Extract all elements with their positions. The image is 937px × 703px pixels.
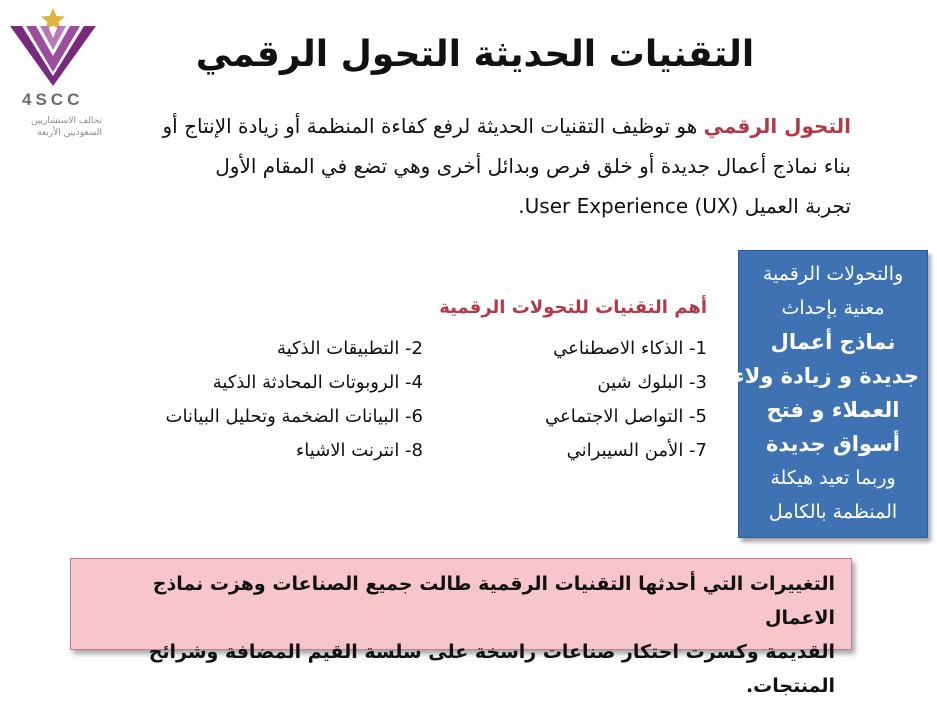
tech-item-6: 6- البيانات الضخمة وتحليل البيانات (165, 406, 423, 427)
sidebox-line-2: معنية بإحداث (781, 297, 885, 319)
sidebox-line-6: أسواق جديدة (766, 432, 900, 456)
intro-term: التحول الرقمي (703, 114, 851, 138)
sidebox-line-5: العملاء و فتح (766, 398, 900, 422)
intro-line-3: تجربة العميل (User Experience (UX. (518, 194, 851, 218)
logo-subtitle-line1: تحالف الاستشاريين (30, 116, 102, 126)
tech-item-4: 4- الروبوتات المحادثة الذكية (212, 372, 423, 393)
tech-item-8: 8- انترنت الاشياء (295, 440, 423, 461)
summary-box (70, 558, 852, 697)
tech-item-1: 1- الذكاء الاصطناعي (553, 338, 707, 359)
intro-line-1 (131, 106, 851, 146)
summary-line-2: القديمة وكسرت احتكار صناعات راسخة على سلسة القيم المضافة وشرائح المنتجات. (148, 641, 835, 697)
sidebox-line-8: المنظمة بالكامل (768, 501, 898, 523)
tech-item-3: 3- البلوك شين (597, 372, 707, 393)
intro-line-2: بناء نماذج أعمال جديدة أو خلق فرص وبدائل أخرى وهي تضع في المقام الأول (215, 154, 851, 178)
tech-item-2: 2- التطبيقات الذكية (276, 338, 423, 359)
intro-line-1-text: هو توظيف التقنيات الحديثة لرفع كفاءة المنظمة أو زيادة الإنتاج أو (162, 114, 704, 138)
digital-transformation-box (733, 250, 928, 538)
logo-emblem-icon (8, 4, 98, 88)
summary-line-1: التغييرات التي أحدثها التقنيات الرقمية طالت جميع الصناعات وهزت نماذج الاعمال (152, 573, 835, 629)
page-title: التقنيات الحديثة التحول الرقمي (195, 34, 755, 75)
logo-code: 4SCC (22, 90, 84, 109)
logo-subtitle-line2: السعوديين الأربعة (37, 128, 102, 138)
techs-heading: أهم التقنيات للتحولات الرقمية (439, 297, 707, 318)
intro-paragraph (131, 106, 851, 226)
tech-item-7: 7- الأمن السيبراني (566, 440, 707, 461)
sidebox-line-1: والتحولات الرقمية (762, 263, 904, 285)
sidebox-line-3: نماذج أعمال (770, 330, 896, 354)
sidebox-line-7: وربما تعيد هيكلة (770, 467, 896, 489)
logo (8, 4, 102, 140)
sidebox-line-4: جديدة و زيادة ولاء (733, 364, 919, 388)
tech-item-5: 5- التواصل الاجتماعي (545, 406, 707, 427)
